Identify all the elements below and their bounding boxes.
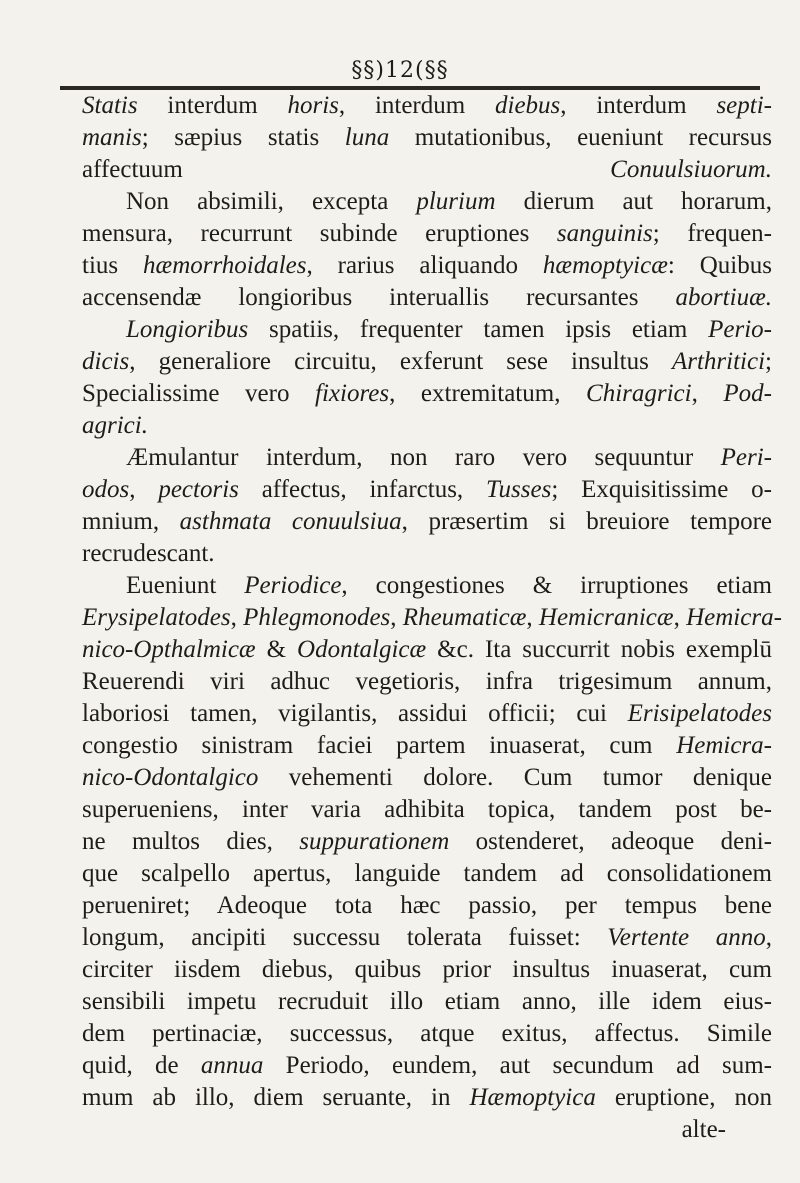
text-segment: que scalpello apertus, languide tandem ad consolidationem	[82, 860, 772, 887]
text-line	[82, 506, 772, 538]
text-segment: affectus, infarctus,	[238, 476, 487, 503]
text-segment: ,	[765, 924, 772, 951]
text-line	[82, 442, 772, 474]
italic-term: Longioribus	[126, 316, 249, 343]
text-segment: accensendæ longioribus interuallis recursantes	[82, 284, 676, 311]
text-line	[82, 762, 772, 794]
text-line	[82, 250, 772, 282]
text-line	[82, 186, 772, 218]
text-line	[82, 698, 772, 730]
text-segment: circiter iisdem diebus, quibus prior insultus inuaserat, cum	[82, 956, 772, 983]
text-segment: Æmulantur interdum, non raro vero sequuntur	[126, 444, 721, 471]
italic-term: sanguinis	[556, 220, 653, 247]
text-segment: , rarius aliquando	[306, 252, 543, 279]
text-line	[82, 122, 772, 154]
text-segment: ne multos dies,	[82, 828, 300, 855]
text-segment: affectuum	[82, 156, 611, 183]
text-segment: mum ab illo, diem seruante, in	[82, 1084, 470, 1111]
text-line	[82, 922, 772, 954]
text-line	[82, 730, 772, 762]
italic-term: Tusses	[486, 476, 552, 503]
italic-term: diebus	[495, 92, 561, 119]
text-line	[82, 826, 772, 858]
italic-term: horis	[287, 92, 339, 119]
text-segment: , interdum	[338, 92, 496, 119]
italic-term: abortiuæ.	[675, 284, 772, 311]
text-segment: perueniret; Adeoque tota hæc passio, per tempus bene	[82, 892, 772, 919]
text-line	[82, 346, 772, 378]
text-line	[82, 634, 772, 666]
italic-term: Hæmoptyica	[469, 1084, 596, 1111]
text-segment: longum, ancipiti successu tolerata fuisset:	[82, 924, 608, 951]
body-text	[82, 90, 782, 1146]
italic-term: nico-Opthalmicæ	[82, 636, 256, 663]
italic-term: Pod-	[723, 380, 773, 407]
italic-term: Rheumaticæ	[402, 604, 527, 631]
italic-term: Hemicra-	[676, 732, 772, 759]
text-line	[82, 986, 772, 1018]
text-line	[82, 1082, 772, 1114]
text-line	[82, 858, 772, 890]
text-segment: sensibili impetu recruduit illo etiam anno, ille idem eius-	[82, 988, 772, 1015]
text-segment: quid, de	[82, 1052, 201, 1079]
italic-term: Statis	[82, 92, 138, 119]
italic-term: nico-Odontalgico	[82, 764, 259, 791]
text-segment: superueniens, inter varia adhibita topica, tandem post be-	[82, 796, 772, 823]
text-segment: alte-	[681, 1116, 726, 1143]
text-segment: ; sæpius statis	[141, 124, 345, 151]
text-segment: , præsertim si breuiore tempore	[401, 508, 772, 535]
italic-term: dicis	[82, 348, 130, 375]
italic-term: hæmorrhoidales	[143, 252, 307, 279]
text-segment: mutationibus, eueniunt recursus	[389, 124, 772, 151]
text-line	[82, 602, 782, 634]
text-segment: recrudescant.	[82, 540, 215, 567]
italic-term: Erisipelatodes	[627, 700, 772, 727]
text-line	[82, 570, 772, 602]
text-segment: ; Exquisitissime o-	[551, 476, 772, 503]
italic-term: septi-	[716, 92, 772, 119]
italic-term: Chiragrici	[586, 380, 692, 407]
text-segment: , congestiones & irruptiones etiam	[341, 572, 772, 599]
text-segment: ; frequen-	[652, 220, 772, 247]
text-line	[82, 314, 772, 346]
italic-term: Hemicra-	[686, 604, 782, 631]
text-segment: tius	[82, 252, 144, 279]
italic-term: Periodice	[244, 572, 342, 599]
text-segment: Non absimili, excepta	[126, 188, 417, 215]
text-line	[82, 1050, 772, 1082]
text-segment: Reuerendi viri adhuc vegetioris, infra trigesimum annum,	[82, 668, 772, 695]
italic-term: Conuulsiuorum.	[610, 156, 772, 183]
italic-term: Odontalgicæ	[297, 636, 427, 663]
text-segment: spatiis, frequenter tamen ipsis etiam	[248, 316, 709, 343]
italic-term: hæmoptyicæ	[542, 252, 668, 279]
text-segment: dem pertinaciæ, successus, atque exitus, affectus. Simile	[82, 1020, 772, 1047]
text-segment: ;	[765, 348, 772, 375]
text-line	[82, 282, 772, 314]
text-segment: ,	[691, 380, 724, 407]
italic-term: Arthritici	[671, 348, 766, 375]
italic-term: Erysipelatodes	[82, 604, 231, 631]
text-segment: ,	[230, 604, 244, 631]
italic-term: asthmata conuulsiua	[179, 508, 402, 535]
text-segment: interdum	[137, 92, 288, 119]
text-segment: congestio sinistram faciei partem inuaserat, cum	[82, 732, 677, 759]
italic-term: odos	[82, 476, 130, 503]
text-segment: , interdum	[560, 92, 717, 119]
text-line	[82, 410, 772, 442]
text-segment: eruptione, non	[595, 1084, 772, 1111]
page-header: §§)12(§§	[351, 58, 449, 83]
text-line	[82, 1018, 772, 1050]
text-segment: &	[255, 636, 298, 663]
text-line	[82, 890, 772, 922]
italic-term: pectoris	[158, 476, 239, 503]
italic-term: Phlegmonodes	[243, 604, 391, 631]
text-segment: dierum aut horarum,	[495, 188, 772, 215]
italic-term: manis	[82, 124, 142, 151]
text-segment: Eueniunt	[126, 572, 245, 599]
text-line	[82, 538, 772, 570]
text-segment: Specialissime vero	[82, 380, 316, 407]
text-segment: ,	[129, 476, 159, 503]
text-segment: , extremitatum,	[389, 380, 587, 407]
italic-term: Peri-	[720, 444, 772, 471]
text-segment: ,	[390, 604, 403, 631]
italic-term: agrici.	[82, 412, 148, 439]
italic-term: plurium	[416, 188, 496, 215]
text-segment: : Quibus	[667, 252, 772, 279]
text-segment: mnium,	[82, 508, 180, 535]
italic-term: fixiores	[315, 380, 390, 407]
text-segment: &c. Ita succurrit nobis exemplū	[426, 636, 772, 663]
text-segment: vehementi dolore. Cum tumor denique	[258, 764, 772, 791]
italic-term: Vertente anno	[607, 924, 766, 951]
text-line	[82, 154, 772, 186]
text-line	[82, 794, 772, 826]
italic-term: annua	[200, 1052, 264, 1079]
text-segment: ,	[526, 604, 539, 631]
text-line	[82, 954, 772, 986]
text-line	[82, 666, 772, 698]
italic-term: Hemicranicæ	[538, 604, 674, 631]
text-line	[82, 218, 772, 250]
text-segment: ostenderet, adeoque deni-	[449, 828, 773, 855]
text-line	[82, 474, 772, 506]
text-line	[82, 378, 772, 410]
text-segment: laboriosi tamen, vigilantis, assidui officii; cui	[82, 700, 628, 727]
text-line	[82, 1114, 772, 1146]
text-segment: Periodo, eundem, aut secundum ad sum-	[263, 1052, 773, 1079]
italic-term: luna	[344, 124, 390, 151]
italic-term: suppurationem	[299, 828, 450, 855]
text-segment: ,	[673, 604, 687, 631]
text-segment: mensura, recurrunt subinde eruptiones	[82, 220, 557, 247]
text-segment: , generaliore circuitu, exferunt sese insultus	[129, 348, 672, 375]
text-line	[82, 90, 772, 122]
italic-term: Perio-	[708, 316, 772, 343]
